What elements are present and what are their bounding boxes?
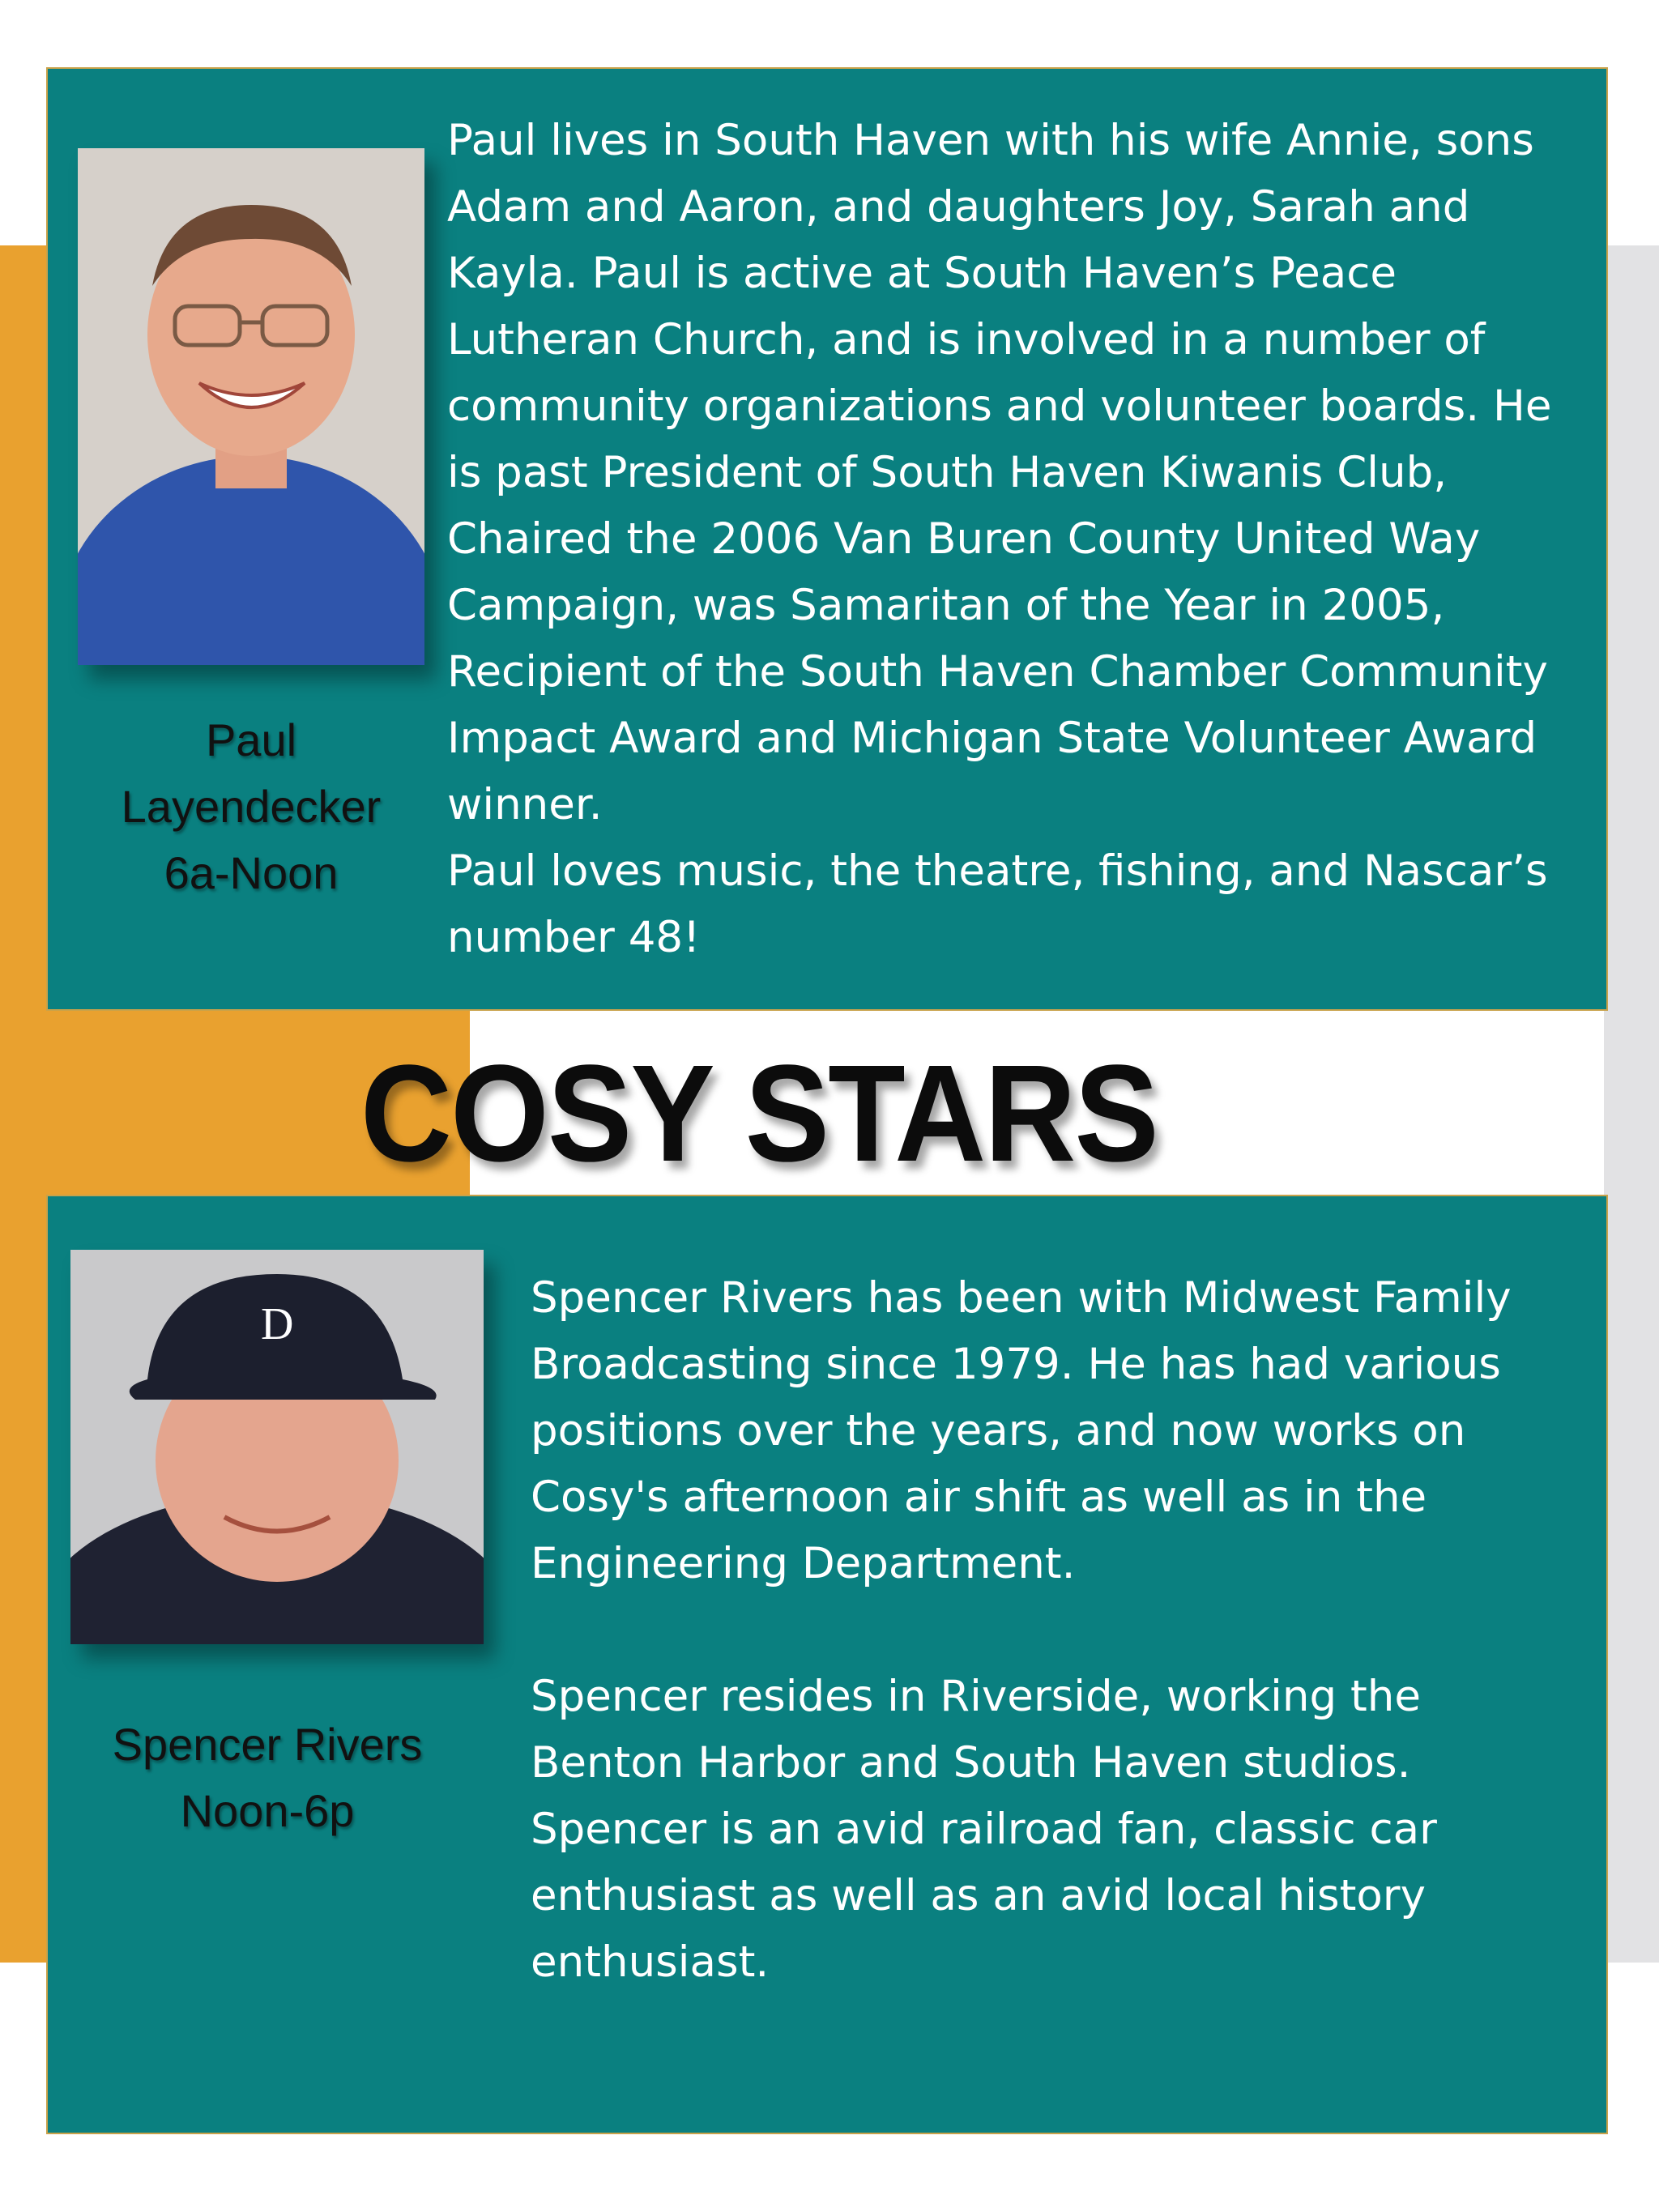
host-time-slot: 6a-Noon (164, 847, 339, 898)
portrait-icon (70, 1250, 484, 1644)
host-photo-spencer (70, 1250, 484, 1644)
grey-accent-bar (1604, 245, 1659, 1963)
host-caption-spencer (57, 1711, 478, 1844)
bio-paragraph: Paul loves music, the theatre, fishing, and Nascar’s number 48! (447, 846, 1548, 962)
host-photo-paul (78, 148, 424, 665)
page-title: COSY STARS (360, 1037, 1158, 1191)
host-bio-spencer (531, 1265, 1584, 1996)
host-last-name: Layendecker (121, 781, 382, 832)
host-name: Spencer Rivers (112, 1719, 423, 1770)
host-caption-paul (81, 707, 421, 906)
host-time-slot: Noon-6p (180, 1785, 355, 1836)
bio-paragraph: Spencer Rivers has been with Midwest Family Broadcasting since 1979. He has had various positions over the years, and now works on Cosy's afternoon air shift as well as in the Engineering Department. (531, 1273, 1512, 1588)
bio-paragraph: Paul lives in South Haven with his wife Annie, sons Adam and Aaron, and daughters Joy, Sarah and Kayla. Paul is active at South Haven’s Peace Lutheran Church, and is involved in a number of community organizations and volunteer boards. He is past President of South Haven Kiwanis Club, Chaired the 2006 Van Buren County United Way Campaign, was Samaritan of the Year in 2005, Recipient of the South Haven Chamber Community Impact Award and Michigan State Volunteer Award winner. (447, 116, 1552, 829)
host-bio-paul (447, 108, 1597, 971)
host-first-name: Paul (205, 714, 297, 765)
logo-d-icon: D (261, 1299, 294, 1349)
bio-paragraph: Spencer resides in Riverside, working the Benton Harbor and South Haven studios. Spencer is an avid railroad fan, classic car enthusiast as well as an avid local history enthusiast. (531, 1672, 1437, 1987)
portrait-icon (78, 148, 424, 665)
